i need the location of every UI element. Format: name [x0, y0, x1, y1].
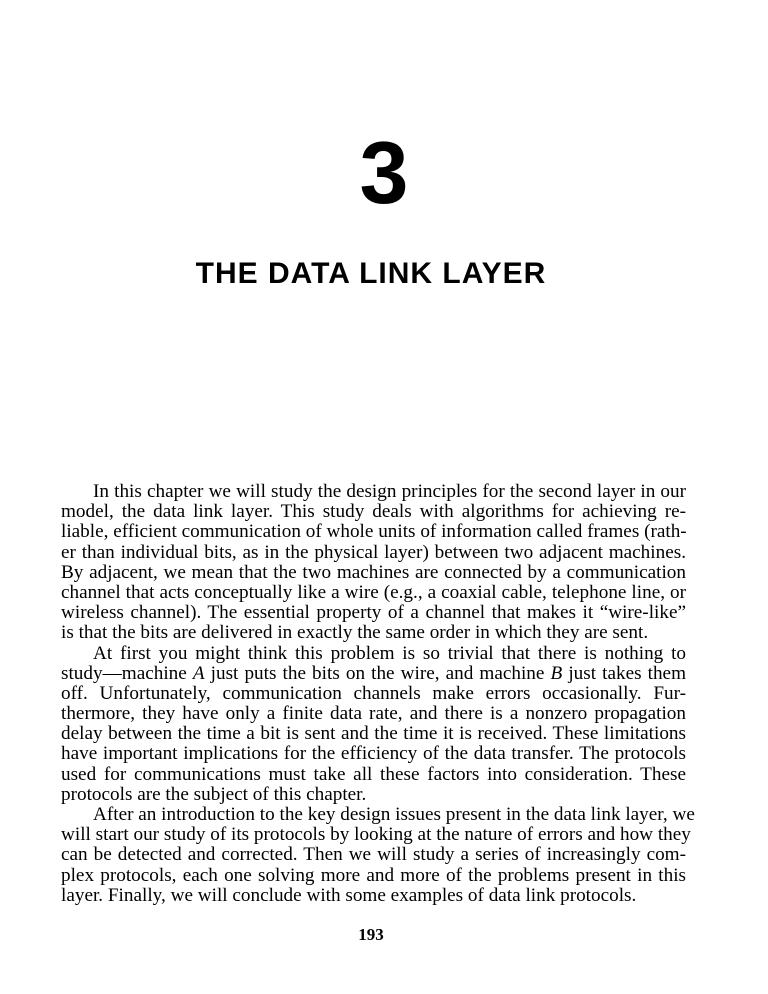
- paragraph-2-line-4: thermore, they have only a finite data rate, and there is a nonzero propagation: [61, 703, 686, 725]
- paragraph-2-line-5: delay between the time a bit is sent and the time it is received. These limitations: [61, 723, 686, 745]
- line-text: just takes them: [562, 662, 686, 684]
- chapter-title: THE DATA LINK LAYER: [195, 257, 547, 290]
- machine-a-label: A: [192, 662, 205, 684]
- paragraph-3-line-2: will start our study of its protocols by looking at the nature of errors and how they: [61, 824, 691, 846]
- paragraph-1-line-6: channel that acts conceptually like a wire (e.g., a coaxial cable, telephone line, or: [61, 581, 686, 603]
- paragraph-1-line-5: By adjacent, we mean that the two machines are connected by a communication: [61, 561, 686, 583]
- paragraph-3-line-5: layer. Finally, we will conclude with some examples of data link protocols.: [61, 884, 637, 906]
- page-number: 193: [358, 925, 384, 944]
- chapter-body: [61, 481, 695, 906]
- paragraph-2-line-8: protocols are the subject of this chapter.: [61, 783, 367, 805]
- paragraph-1-line-1: In this chapter we will study the design principles for the second layer in our: [93, 481, 686, 502]
- paragraph-1-line-2: model, the data link layer. This study deals with algorithms for achieving re-: [61, 501, 686, 523]
- paragraph-2-line-2: [61, 664, 686, 684]
- line-text: just puts the bits on the wire, and machine: [204, 662, 551, 684]
- line-text: study—machine: [61, 662, 193, 684]
- paragraph-1-line-4: er than individual bits, as in the physical layer) between two adjacent machines.: [61, 541, 686, 563]
- paragraph-3-line-3: can be detected and corrected. Then we will study a series of increasingly com-: [61, 844, 686, 866]
- paragraph-1-line-8: is that the bits are delivered in exactly the same order in which they are sent.: [61, 622, 649, 644]
- chapter-number: 3: [359, 123, 409, 222]
- paragraph-1-line-3: liable, efficient communication of whole units of information called frames (rath-: [61, 521, 687, 543]
- paragraph-2-line-3: off. Unfortunately, communication channels make errors occasionally. Fur-: [61, 682, 686, 704]
- paragraph-3-line-4: plex protocols, each one solving more and more of the problems present in this: [61, 864, 686, 886]
- paragraph-2-line-7: used for communications must take all these factors into consideration. These: [61, 763, 686, 785]
- paragraph-3-line-1: After an introduction to the key design issues present in the data link layer, we: [93, 804, 695, 825]
- paragraph-2-line-6: have important implications for the efficiency of the data transfer. The protocols: [61, 743, 686, 765]
- paragraph-2-line-1: At first you might think this problem is so trivial that there is nothing to: [93, 642, 686, 664]
- machine-b-label: B: [550, 662, 563, 684]
- paragraph-1-line-7: wireless channel). The essential property of a channel that makes it “wire-like”: [61, 602, 686, 624]
